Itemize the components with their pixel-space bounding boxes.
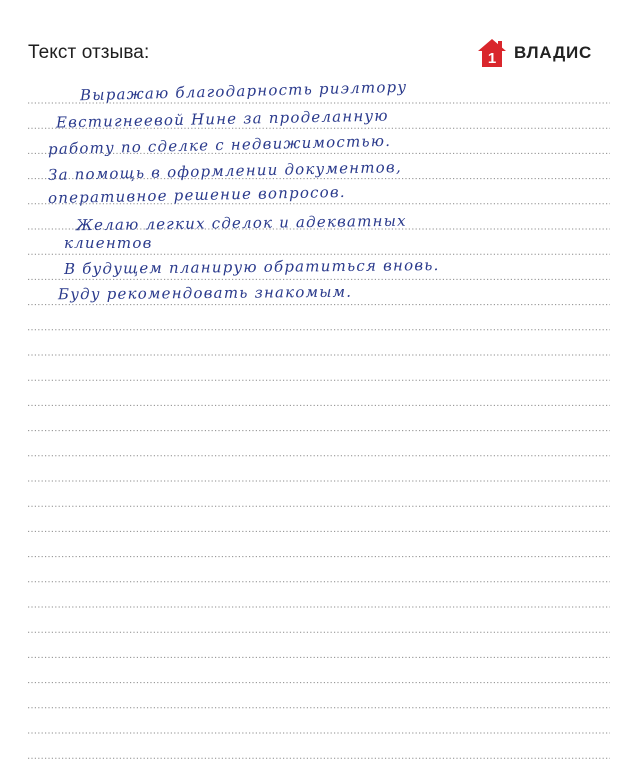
handwritten-line: Выражаю благодарность риэлтору [79,77,408,105]
handwritten-line: Буду рекомендовать знакомым. [57,282,353,304]
handwritten-line: Желаю легких сделок и адекватных [75,211,407,235]
handwritten-line: В будущем планирую обратиться вновь. [63,256,440,278]
handwritten-line: клиентов [64,234,153,252]
handwritten-line: работу по сделке с недвижимостью. [47,131,392,159]
handwritten-line: оперативное решение вопросов. [47,182,346,208]
form-header [0,0,635,80]
logo-badge-number: 1 [487,50,497,67]
house-icon [476,37,508,69]
company-logo [476,36,592,70]
logo-brand-name: ВЛАДИС [514,43,593,62]
form-title: Текст отзыва: [28,42,150,63]
handwritten-line: За помощь в оформлении документов, [47,157,403,185]
handwritten-line: Евстигнеевой Нине за проделанную [55,106,389,132]
